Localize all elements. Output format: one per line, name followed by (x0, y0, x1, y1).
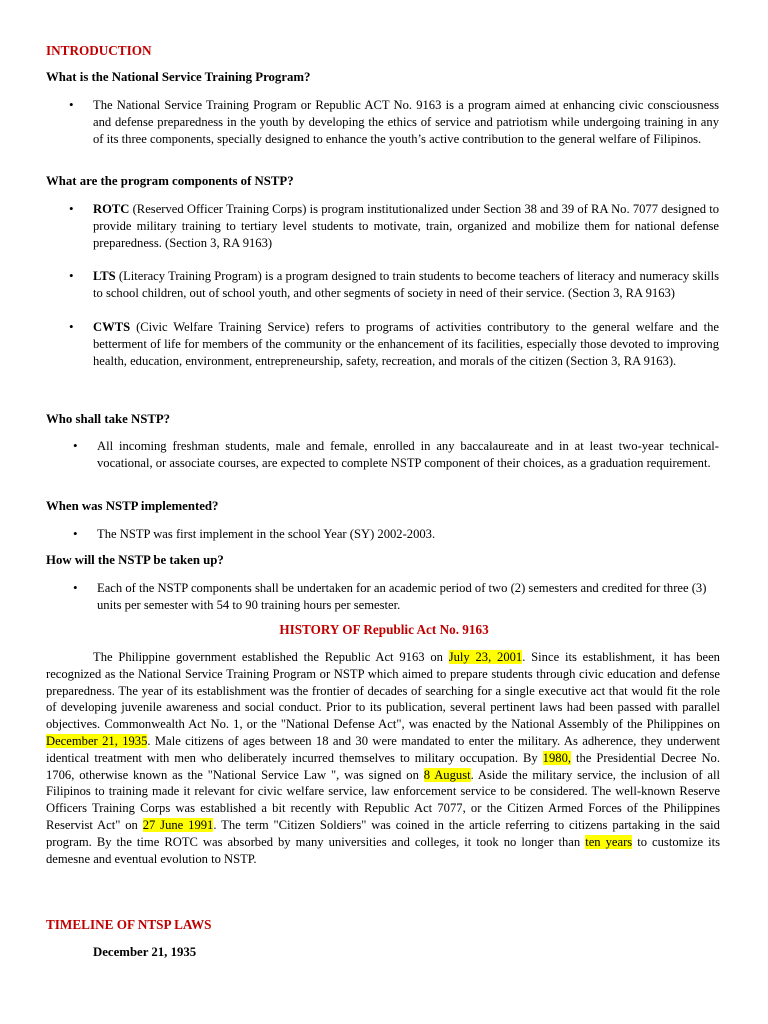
bullet-icon: • (73, 526, 78, 541)
question-program-components: What are the program components of NSTP? (46, 174, 294, 188)
list-item: • CWTS (Civic Welfare Training Service) refers to programs of activities contributory to the general welfare and the betterment of life for members of the community or the enhancement of its facilities, especially those devoted to improving health, education, environment, entrepreneurship, safety, recreation, and morals of the citizen (Section 3, RA 9163). (69, 318, 719, 368)
components-list (69, 201, 719, 369)
component-term-lts: LTS (93, 269, 116, 284)
question-who-shall-take: Who shall take NSTP? (46, 412, 171, 426)
timeline-heading: TIMELINE OF NTSP LAWS (46, 917, 212, 932)
list-item: • The NSTP was first implement in the school Year (SY) 2002-2003. (73, 526, 436, 541)
bullet-icon: • (69, 268, 74, 284)
component-term-rotc: ROTC (93, 202, 130, 216)
q4-bullet-list (73, 526, 719, 543)
q1-bullet-list (69, 97, 719, 147)
history-paragraph: The Philippine government established the Republic Act 9163 on July 23, 2001. Since its establishment, it has been recognized as the National Service Training Program or NSTP which aimed to prepare students through civic education and defense preparedness. The year of its establishment was the frontier of decades of searching for a single executive act that would fit the role of developing juvenile awareness and social conduct. Prior to its publication, several pertinent laws had been passed with parallel objectives. Commonwealth Act No. 1, or the "National Defense Act", was enacted by the National Assembly of the Philippines on December 21, 1935. Male citizens of ages between 18 and 30 were mandated to enter the military. As adherence, they underwent identical treatment with men who deliberately incurred themselves to military occupation. By 1980, the Presidential Decree No. 1706, otherwise known as the "National Service Law ", was signed on 8 August. Aside the military service, the inclusion of all Filipinos to training made it relevant for civic welfare service, law enforcement service to be considered. The well-known Reserve Officers Training Corps was established a bit recently with Republic Act 7077, or the Citizen Armed Forces of the Philippines Reservist Act" on 27 June 1991. The term "Citizen Soldiers" was coined in the article referring to citizens partaking in the said program. By the time ROTC was absorbed by many universities and colleges, it took no longer than ten years to customize its demesne and eventual evolution to NSTP. (46, 650, 721, 866)
list-item: • Each of the NSTP components shall be undertaken for an academic period of two (2) semesters and credited for three (3) units per semester with 54 to 90 training hours per semester. (73, 580, 707, 612)
bullet-icon: • (69, 97, 74, 112)
introduction-heading: INTRODUCTION (46, 43, 152, 58)
bullet-icon: • (69, 201, 74, 216)
list-item: • ROTC (Reserved Officer Training Corps) is program institutionalized under Section 38 and 39 of RA No. 7077 designed to provide military training to tertiary level students to motivate, train, organized and mobilize them for national defense preparedness. (Section 3, RA 9163) (69, 201, 719, 250)
component-term-cwts: CWTS (93, 319, 131, 334)
bullet-icon: • (69, 318, 74, 334)
question-what-is-nstp: What is the National Service Training Program? (46, 70, 311, 84)
question-when-implemented: When was NSTP implemented? (46, 499, 219, 513)
highlight-date: July 23, 2001 (448, 650, 523, 664)
history-heading: HISTORY OF Republic Act No. 9163 (279, 622, 489, 637)
question-how-taken-up: How will the NSTP be taken up? (46, 553, 224, 567)
bullet-icon: • (73, 438, 78, 453)
q3-bullet-list (73, 438, 719, 472)
highlight-date: 8 August (423, 767, 471, 782)
timeline-date: December 21, 1935 (93, 945, 197, 959)
highlight-duration: ten years (585, 834, 633, 849)
q5-bullet-list (73, 580, 719, 614)
highlight-date: 27 June 1991 (142, 817, 214, 832)
list-item: • All incoming freshman students, male and female, enrolled in any baccalaureate and in at least two-year technical-vocational, or associate courses, are expected to complete NSTP component of their choices, as a graduation requirement. (73, 438, 719, 470)
bullet-icon: • (73, 580, 78, 595)
list-item: • The National Service Training Program or Republic ACT No. 9163 is a program aimed at enhancing civic consciousness and defense preparedness in the youth by developing the ethics of service and patriotism while undergoing training in any of its three components, specially designed to enhance the youth’s active contribution to the general welfare of Filipinos. (69, 97, 719, 146)
list-item: • LTS (Literacy Training Program) is a program designed to train students to become teachers of literacy and numeracy skills to school children, out of school youth, and other segments of society in need of their service. (Section 3, RA 9163) (69, 268, 719, 301)
highlight-date: 1980, (542, 750, 572, 765)
highlight-date: December 21, 1935 (46, 733, 148, 748)
